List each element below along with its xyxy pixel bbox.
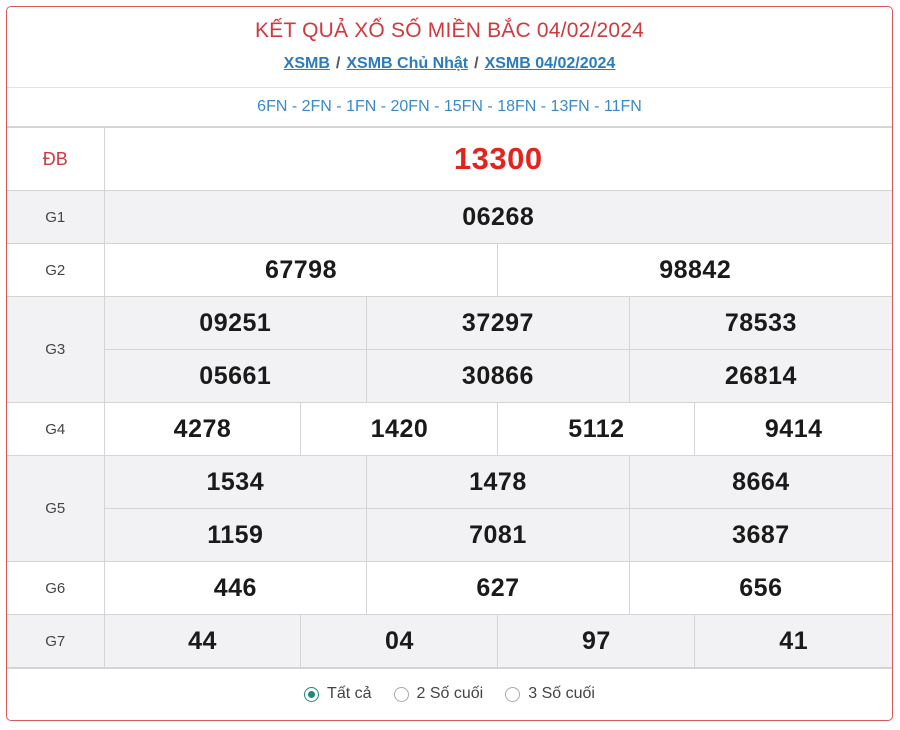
prize-label: G6 [7,562,104,615]
prize-number: 30866 [367,350,630,403]
prize-number: 67798 [104,244,498,297]
filter-option-label: Tất cả [327,685,372,702]
breadcrumb-separator: / [335,55,341,72]
prize-number: 97 [498,615,695,668]
prize-label: G5 [7,456,104,562]
prize-label: G4 [7,403,104,456]
prize-label: G7 [7,615,104,668]
prize-number: 1159 [104,509,367,562]
prize-number: 06268 [104,191,892,244]
prize-number: 627 [367,562,630,615]
prize-row-g5 [7,509,892,562]
prize-number: 656 [629,562,892,615]
breadcrumb-link-date[interactable]: XSMB 04/02/2024 [484,55,616,72]
results-card [6,6,893,721]
prize-number: 05661 [104,350,367,403]
prize-number: 26814 [629,350,892,403]
prize-row-special [7,128,892,191]
prize-row-g4 [7,403,892,456]
digit-filter [7,668,892,719]
prize-number: 37297 [367,297,630,350]
prize-row-g3 [7,350,892,403]
breadcrumb [7,53,892,88]
prize-row-g5 [7,456,892,509]
prize-number: 44 [104,615,301,668]
prize-number: 446 [104,562,367,615]
prize-number: 09251 [104,297,367,350]
filter-option-label: 3 Số cuối [528,685,595,702]
prize-row-g3 [7,297,892,350]
radio-selected-icon[interactable] [304,687,319,702]
prize-number: 1478 [367,456,630,509]
prize-number: 41 [695,615,892,668]
prize-number: 5112 [498,403,695,456]
filter-option-last-2[interactable] [394,685,484,703]
breadcrumb-link-sunday[interactable]: XSMB Chủ Nhật [346,55,469,72]
prize-number: 3687 [629,509,892,562]
prize-number: 4278 [104,403,301,456]
breadcrumb-separator: / [474,55,479,72]
prize-number: 78533 [629,297,892,350]
filter-option-all[interactable] [304,685,371,703]
prize-label: G2 [7,244,104,297]
ticket-codes: 6FN - 2FN - 1FN - 20FN - 15FN - 18FN - 13FN - 11FN [7,88,892,127]
breadcrumb-link-xsmb[interactable]: XSMB [283,55,330,72]
page-title: KẾT QUẢ XỔ SỐ MIỀN BẮC 04/02/2024 [254,19,645,42]
results-table [7,127,892,668]
prize-number: 98842 [498,244,892,297]
radio-icon[interactable] [394,687,409,702]
prize-row-g6 [7,562,892,615]
prize-number: 1534 [104,456,367,509]
prize-number: 9414 [695,403,892,456]
prize-number: 7081 [367,509,630,562]
prize-number: 8664 [629,456,892,509]
prize-row-g7 [7,615,892,668]
prize-number: 13300 [104,128,892,191]
prize-number: 04 [301,615,498,668]
prize-row-g1 [7,191,892,244]
prize-row-g2 [7,244,892,297]
filter-option-label: 2 Số cuối [416,685,484,702]
prize-number: 1420 [301,403,498,456]
prize-label: ĐB [7,128,104,191]
prize-label: G1 [7,191,104,244]
prize-label: G3 [7,297,104,403]
filter-option-last-3[interactable] [505,685,595,703]
radio-icon[interactable] [505,687,520,702]
